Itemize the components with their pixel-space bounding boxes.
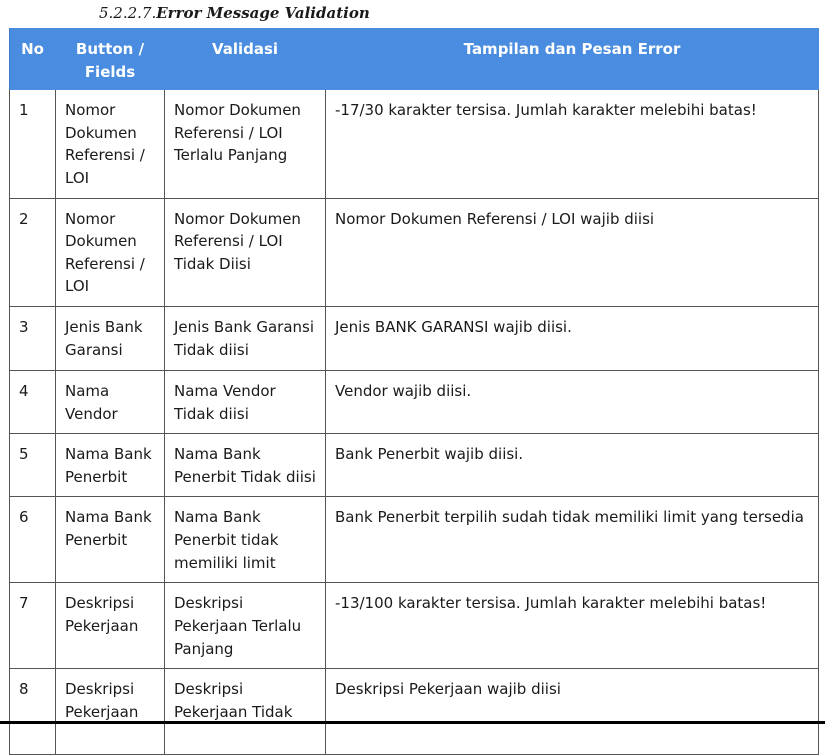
cell-validation: Nama Bank Penerbit tidak memiliki limit: [165, 497, 326, 583]
table-row: [10, 198, 819, 306]
table-row: [10, 583, 819, 669]
cell-validation: Jenis Bank Garansi Tidak diisi: [165, 306, 326, 370]
cell-no: 7: [10, 583, 56, 669]
cell-field: Deskripsi Pekerjaan: [56, 669, 165, 755]
header-tampilan-pesan-error: Tampilan dan Pesan Error: [326, 29, 819, 90]
cell-message: Jenis BANK GARANSI wajib diisi.: [326, 306, 819, 370]
cell-message: Bank Penerbit terpilih sudah tidak memiliki limit yang tersedia: [326, 497, 819, 583]
cell-validation: Nomor Dokumen Referensi / LOI Tidak Diisi: [165, 198, 326, 306]
cell-message: Bank Penerbit wajib diisi.: [326, 434, 819, 497]
header-button-fields: [56, 29, 165, 90]
table-row: [10, 90, 819, 198]
section-title: Error Message Validation: [156, 4, 370, 22]
cell-validation: Deskripsi Pekerjaan Tidak: [165, 669, 326, 755]
cell-field: Nama Bank Penerbit: [56, 497, 165, 583]
header-button-fields-line2: Fields: [84, 62, 136, 81]
cell-no: 8: [10, 669, 56, 755]
table-row: [10, 306, 819, 370]
cell-message: Vendor wajib diisi.: [326, 370, 819, 433]
table-row: [10, 497, 819, 583]
cell-validation: Deskripsi Pekerjaan Terlalu Panjang: [165, 583, 326, 669]
cell-message: Nomor Dokumen Referensi / LOI wajib diisi: [326, 198, 819, 306]
cell-validation: Nomor Dokumen Referensi / LOI Terlalu Panjang: [165, 90, 326, 198]
cell-message: Deskripsi Pekerjaan wajib diisi: [326, 669, 819, 755]
cell-no: 4: [10, 370, 56, 433]
table-row: [10, 669, 819, 755]
cell-no: 6: [10, 497, 56, 583]
cell-validation: Nama Bank Penerbit Tidak diisi: [165, 434, 326, 497]
cell-field: Nomor Dokumen Referensi / LOI: [56, 90, 165, 198]
header-validasi: Validasi: [165, 29, 326, 90]
cell-field: Jenis Bank Garansi: [56, 306, 165, 370]
cell-message: -17/30 karakter tersisa. Jumlah karakter melebihi batas!: [326, 90, 819, 198]
error-validation-table: [9, 28, 819, 755]
cell-field: Nomor Dokumen Referensi / LOI: [56, 198, 165, 306]
section-number: 5.2.2.7.: [99, 4, 157, 22]
table-header-row: [10, 29, 819, 90]
cell-field: Deskripsi Pekerjaan: [56, 583, 165, 669]
section-heading: [99, 4, 370, 22]
cell-field: Nama Vendor: [56, 370, 165, 433]
cell-no: 5: [10, 434, 56, 497]
cell-no: 2: [10, 198, 56, 306]
cell-message: -13/100 karakter tersisa. Jumlah karakter melebihi batas!: [326, 583, 819, 669]
header-no: No: [10, 29, 56, 90]
cell-no: 3: [10, 306, 56, 370]
cell-no: 1: [10, 90, 56, 198]
table-row: [10, 370, 819, 433]
cell-field: Nama Bank Penerbit: [56, 434, 165, 497]
table-row: [10, 434, 819, 497]
header-button-fields-line1: Button /: [75, 40, 145, 58]
cell-validation: Nama Vendor Tidak diisi: [165, 370, 326, 433]
